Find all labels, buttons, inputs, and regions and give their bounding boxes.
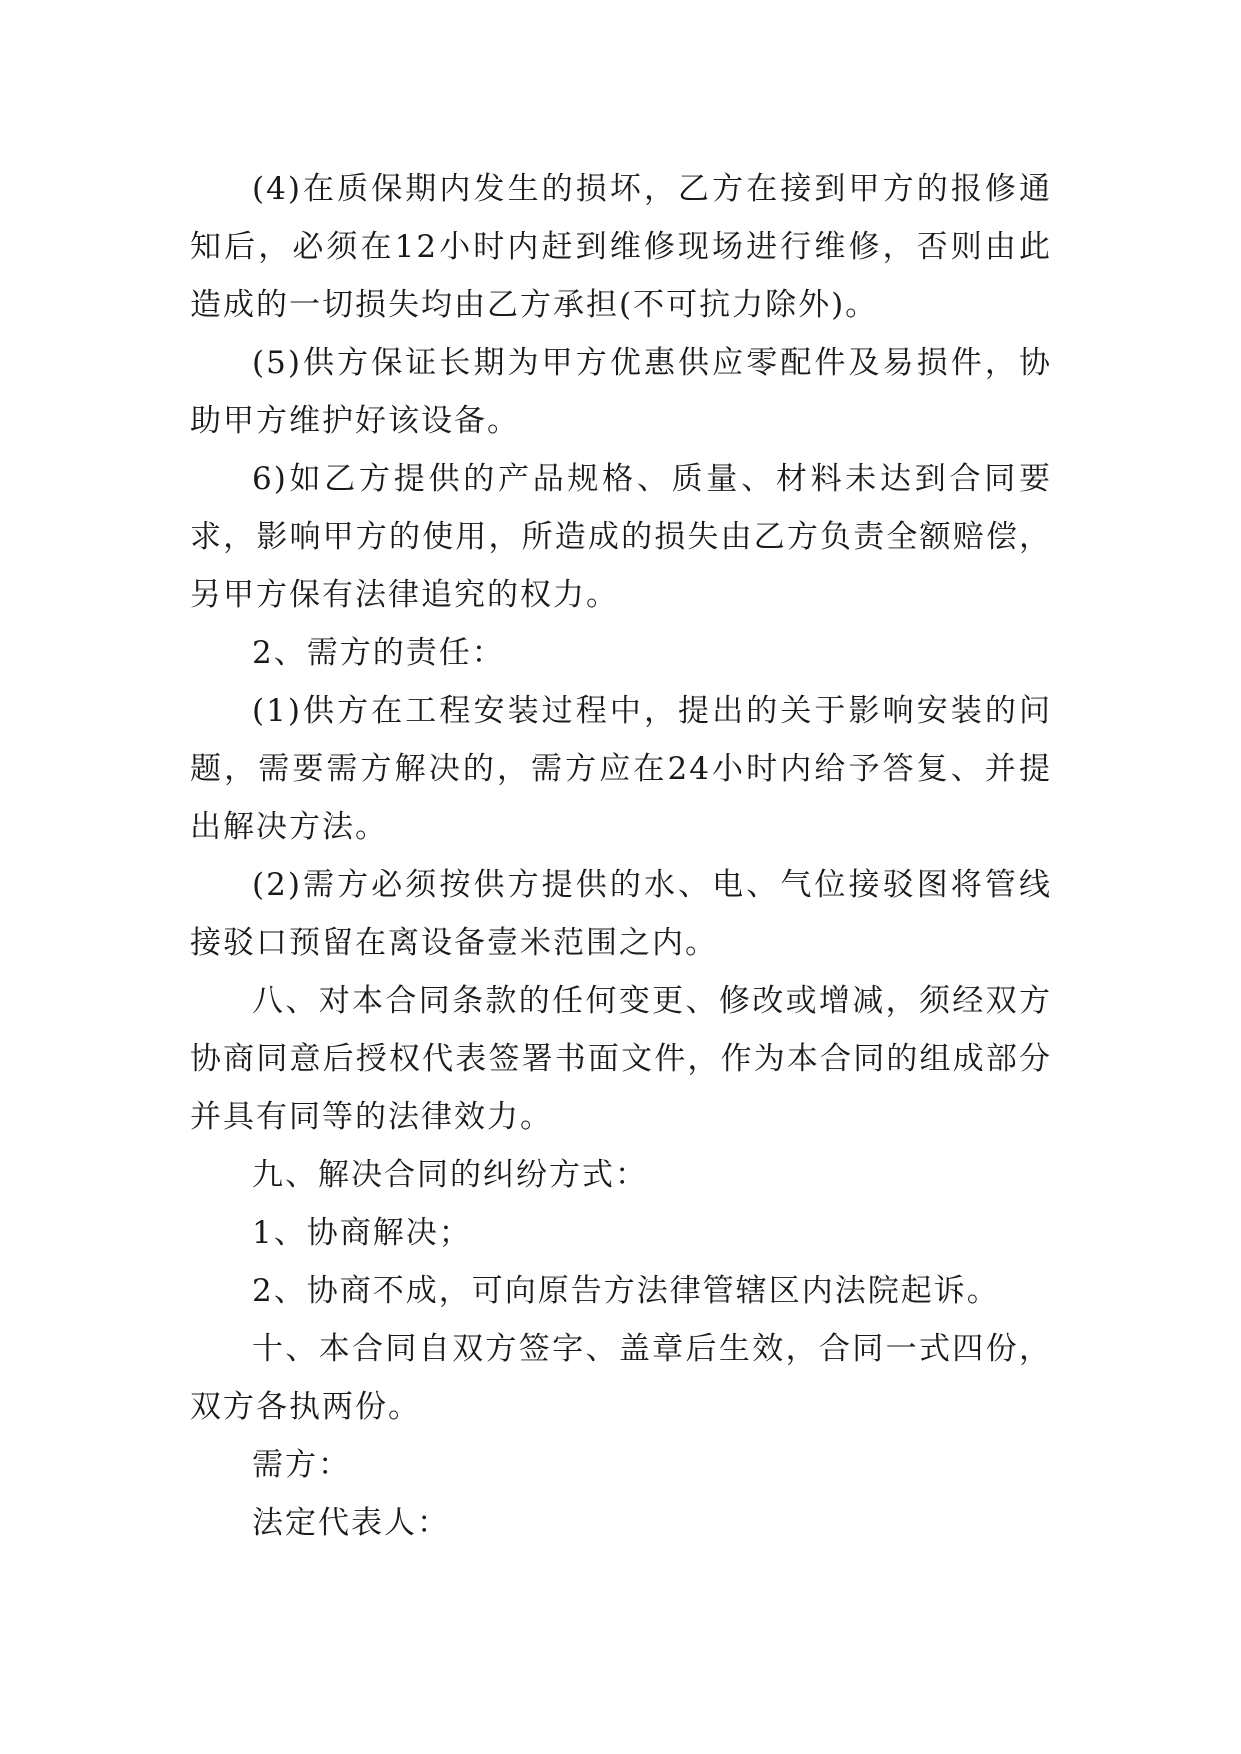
- dispute-option-1: 1、协商解决；: [252, 1215, 472, 1251]
- clause-6-compensation: 6)如乙方提供的产品规格、质量、材料未达到合同要求，影响甲方的使用，所造成的损失由乙方负责全额赔偿，另甲方保有法律追究的权力。: [190, 461, 1052, 613]
- article-8-amendments: 八、对本合同条款的任何变更、修改或增减，须经双方协商同意后授权代表签署书面文件，作为本合同的组成部分并具有同等的法律效力。: [190, 983, 1052, 1135]
- article-10-effectiveness: 十、本合同自双方签字、盖章后生效，合同一式四份，双方各执两份。: [190, 1331, 1052, 1425]
- section-buyer-responsibility: 2、需方的责任：: [252, 635, 505, 671]
- article-9-disputes: 九、解决合同的纠纷方式：: [252, 1157, 648, 1193]
- dispute-option-2: 2、协商不成，可向原告方法律管辖区内法院起诉。: [252, 1273, 1000, 1309]
- buyer-clause-1: (1)供方在工程安装过程中，提出的关于影响安装的问题，需要需方解决的，需方应在24小时内给予答复、并提出解决方法。: [190, 693, 1052, 845]
- document-body: [190, 160, 1052, 1552]
- signature-legal-rep-label: 法定代表人：: [252, 1505, 450, 1541]
- buyer-clause-2: (2)需方必须按供方提供的水、电、气位接驳图将管线接驳口预留在离设备壹米范围之内。: [190, 867, 1052, 961]
- clause-5-spare-parts: (5)供方保证长期为甲方优惠供应零配件及易损件，协助甲方维护好该设备。: [190, 345, 1052, 439]
- signature-buyer-label: 需方：: [252, 1447, 351, 1483]
- clause-4-warranty-repair: (4)在质保期内发生的损坏，乙方在接到甲方的报修通知后，必须在12小时内赶到维修现场进行维修，否则由此造成的一切损失均由乙方承担(不可抗力除外)。: [190, 171, 1052, 323]
